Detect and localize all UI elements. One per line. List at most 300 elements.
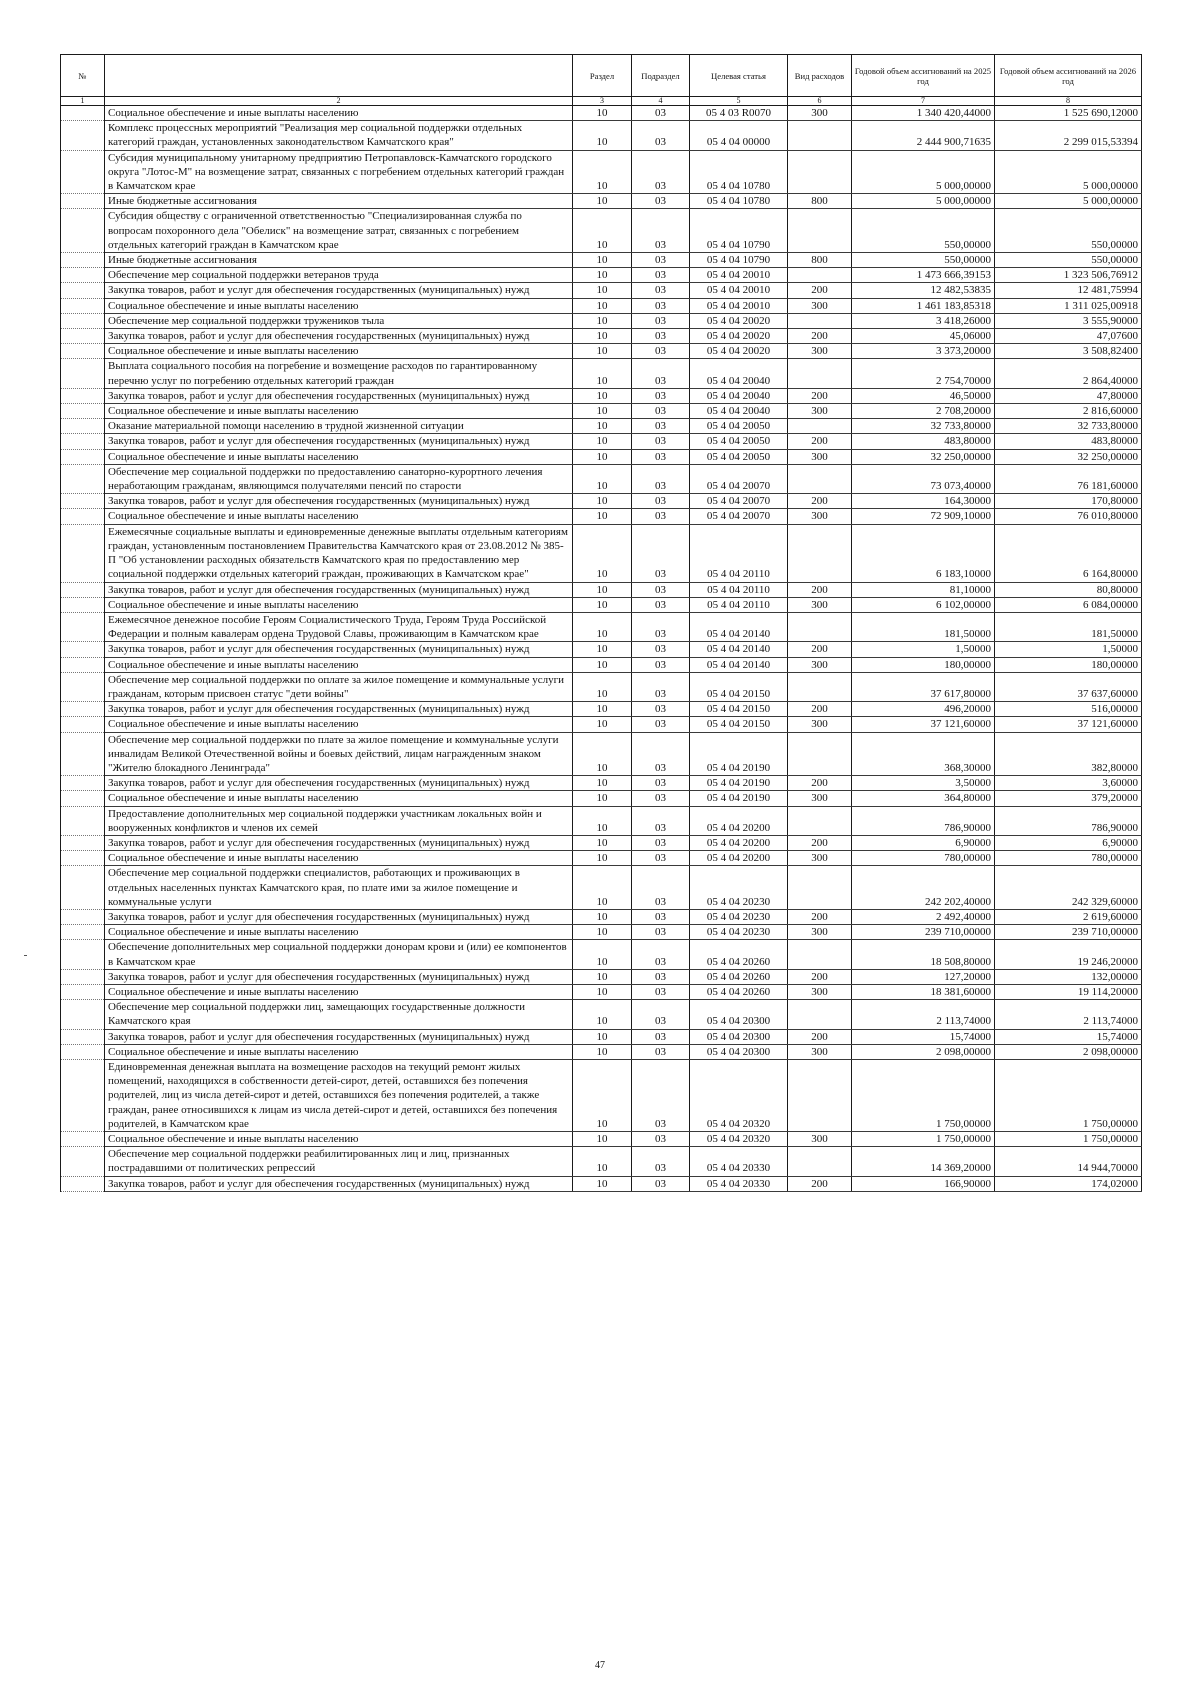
row-amount-2025: 18 381,60000 xyxy=(852,984,995,999)
table-row xyxy=(61,851,1142,866)
row-amount-2026: 5 000,00000 xyxy=(995,194,1142,209)
row-amount-2025: 786,90000 xyxy=(852,806,995,835)
table-row xyxy=(61,419,1142,434)
table-row xyxy=(61,1147,1142,1176)
row-name: Единовременная денежная выплата на возмещение расходов на текущий ремонт жилых помещений, находящихся в собственности детей-сирот, детей, оставшихся без попечения родителей, лиц из числа детей-сирот и детей, оставшихся без попечения родителей, а также граждан, ранее относившихся к лицам из числа детей-сирот и детей, оставшихся без попечения родителей, в Камчатском крае xyxy=(105,1060,573,1132)
row-amount-2025: 6 102,00000 xyxy=(852,597,995,612)
row-amount-2026: 2 619,60000 xyxy=(995,909,1142,924)
row-amount-2026: 80,80000 xyxy=(995,582,1142,597)
row-name: Иные бюджетные ассигнования xyxy=(105,194,573,209)
row-name: Социальное обеспечение и иные выплаты населению xyxy=(105,404,573,419)
row-amount-2026: 14 944,70000 xyxy=(995,1147,1142,1176)
row-expense-type: 200 xyxy=(788,388,852,403)
header-target-article: Целевая статья xyxy=(690,55,788,97)
row-name: Закупка товаров, работ и услуг для обеспечения государственных (муниципальных) нужд xyxy=(105,835,573,850)
row-target-article: 05 4 04 20200 xyxy=(690,806,788,835)
row-amount-2026: 76 010,80000 xyxy=(995,509,1142,524)
row-number-cell xyxy=(61,209,105,253)
scan-mark xyxy=(24,955,27,956)
row-amount-2025: 368,30000 xyxy=(852,732,995,776)
column-number: 7 xyxy=(852,97,995,106)
row-razdel: 10 xyxy=(573,925,632,940)
row-expense-type: 300 xyxy=(788,717,852,732)
row-expense-type: 300 xyxy=(788,791,852,806)
table-row xyxy=(61,1060,1142,1132)
row-razdel: 10 xyxy=(573,121,632,150)
row-razdel: 10 xyxy=(573,1060,632,1132)
row-name: Закупка товаров, работ и услуг для обеспечения государственных (муниципальных) нужд xyxy=(105,494,573,509)
row-podrazdel: 03 xyxy=(632,909,690,924)
row-razdel: 10 xyxy=(573,776,632,791)
row-razdel: 10 xyxy=(573,717,632,732)
row-name: Комплекс процессных мероприятий "Реализация мер социальной поддержки отдельных категорий граждан, установленных законодательством Камчатского края" xyxy=(105,121,573,150)
row-target-article: 05 4 04 20050 xyxy=(690,419,788,434)
row-number-cell xyxy=(61,1060,105,1132)
row-expense-type: 200 xyxy=(788,1176,852,1191)
row-razdel: 10 xyxy=(573,702,632,717)
row-number-cell xyxy=(61,106,105,121)
row-amount-2025: 12 482,53835 xyxy=(852,283,995,298)
row-expense-type: 200 xyxy=(788,283,852,298)
row-expense-type xyxy=(788,1000,852,1029)
table-row xyxy=(61,1000,1142,1029)
row-razdel: 10 xyxy=(573,268,632,283)
row-number-cell xyxy=(61,359,105,388)
row-name: Социальное обеспечение и иные выплаты населению xyxy=(105,106,573,121)
row-amount-2026: 180,00000 xyxy=(995,657,1142,672)
row-name: Социальное обеспечение и иные выплаты населению xyxy=(105,298,573,313)
row-amount-2025: 37 617,80000 xyxy=(852,672,995,701)
table-row xyxy=(61,1176,1142,1191)
row-name: Субсидия обществу с ограниченной ответственностью "Специализированная служба по вопросам похоронного дела "Обелиск" на возмещение затрат, связанных с погребением отдельных категорий граждан в Камчатском крае xyxy=(105,209,573,253)
row-number-cell xyxy=(61,851,105,866)
row-amount-2025: 2 444 900,71635 xyxy=(852,121,995,150)
row-podrazdel: 03 xyxy=(632,940,690,969)
row-podrazdel: 03 xyxy=(632,1132,690,1147)
row-target-article: 05 4 04 20300 xyxy=(690,1029,788,1044)
row-podrazdel: 03 xyxy=(632,702,690,717)
row-target-article: 05 4 04 20300 xyxy=(690,1044,788,1059)
row-target-article: 05 4 04 20010 xyxy=(690,298,788,313)
row-podrazdel: 03 xyxy=(632,1044,690,1059)
row-amount-2026: 19 114,20000 xyxy=(995,984,1142,999)
row-name: Обеспечение мер социальной поддержки по предоставлению санаторно-курортного лечения неработающим гражданам, являющимся получателями пенсий по старости xyxy=(105,464,573,493)
row-number-cell xyxy=(61,268,105,283)
row-name: Закупка товаров, работ и услуг для обеспечения государственных (муниципальных) нужд xyxy=(105,434,573,449)
row-name: Обеспечение дополнительных мер социальной поддержки донорам крови и (или) ее компонентов в Камчатском крае xyxy=(105,940,573,969)
row-razdel: 10 xyxy=(573,1000,632,1029)
row-razdel: 10 xyxy=(573,672,632,701)
row-target-article: 05 4 04 20150 xyxy=(690,717,788,732)
row-name: Закупка товаров, работ и услуг для обеспечения государственных (муниципальных) нужд xyxy=(105,582,573,597)
row-razdel: 10 xyxy=(573,253,632,268)
row-amount-2025: 483,80000 xyxy=(852,434,995,449)
row-razdel: 10 xyxy=(573,969,632,984)
header-name xyxy=(105,55,573,97)
row-target-article: 05 4 04 20140 xyxy=(690,612,788,641)
table-row xyxy=(61,359,1142,388)
row-amount-2025: 6,90000 xyxy=(852,835,995,850)
row-amount-2025: 73 073,40000 xyxy=(852,464,995,493)
row-expense-type: 300 xyxy=(788,1132,852,1147)
row-amount-2025: 5 000,00000 xyxy=(852,194,995,209)
row-number-cell xyxy=(61,835,105,850)
row-amount-2026: 2 098,00000 xyxy=(995,1044,1142,1059)
row-razdel: 10 xyxy=(573,851,632,866)
row-target-article: 05 4 04 20010 xyxy=(690,268,788,283)
row-razdel: 10 xyxy=(573,494,632,509)
row-amount-2025: 1 750,00000 xyxy=(852,1132,995,1147)
row-name: Выплата социального пособия на погребение и возмещение расходов по гарантированному перечню услуг по погребению отдельных категорий граждан xyxy=(105,359,573,388)
row-amount-2026: 1 750,00000 xyxy=(995,1060,1142,1132)
row-razdel: 10 xyxy=(573,298,632,313)
row-podrazdel: 03 xyxy=(632,494,690,509)
column-number-row xyxy=(61,97,1142,106)
row-expense-type: 300 xyxy=(788,106,852,121)
row-number-cell xyxy=(61,732,105,776)
row-number-cell xyxy=(61,253,105,268)
table-row xyxy=(61,969,1142,984)
row-amount-2026: 483,80000 xyxy=(995,434,1142,449)
row-amount-2025: 81,10000 xyxy=(852,582,995,597)
row-name: Социальное обеспечение и иные выплаты населению xyxy=(105,717,573,732)
table-row xyxy=(61,984,1142,999)
row-expense-type: 200 xyxy=(788,1029,852,1044)
row-razdel: 10 xyxy=(573,984,632,999)
row-podrazdel: 03 xyxy=(632,1176,690,1191)
row-name: Социальное обеспечение и иные выплаты населению xyxy=(105,509,573,524)
table-row xyxy=(61,298,1142,313)
row-amount-2026: 239 710,00000 xyxy=(995,925,1142,940)
row-name: Социальное обеспечение и иные выплаты населению xyxy=(105,344,573,359)
row-number-cell xyxy=(61,776,105,791)
row-amount-2025: 32 250,00000 xyxy=(852,449,995,464)
row-podrazdel: 03 xyxy=(632,509,690,524)
row-podrazdel: 03 xyxy=(632,298,690,313)
row-number-cell xyxy=(61,717,105,732)
row-razdel: 10 xyxy=(573,732,632,776)
row-number-cell xyxy=(61,1132,105,1147)
row-amount-2026: 47,80000 xyxy=(995,388,1142,403)
row-amount-2025: 15,74000 xyxy=(852,1029,995,1044)
row-expense-type: 200 xyxy=(788,582,852,597)
row-razdel: 10 xyxy=(573,106,632,121)
row-target-article: 05 4 04 20230 xyxy=(690,909,788,924)
table-row xyxy=(61,344,1142,359)
header-no: № xyxy=(61,55,105,97)
table-row xyxy=(61,672,1142,701)
row-expense-type xyxy=(788,268,852,283)
row-razdel: 10 xyxy=(573,434,632,449)
row-expense-type: 300 xyxy=(788,509,852,524)
table-row xyxy=(61,776,1142,791)
row-razdel: 10 xyxy=(573,1176,632,1191)
row-target-article: 05 4 04 20020 xyxy=(690,329,788,344)
row-name: Оказание материальной помощи населению в трудной жизненной ситуации xyxy=(105,419,573,434)
row-number-cell xyxy=(61,866,105,910)
row-razdel: 10 xyxy=(573,509,632,524)
table-row xyxy=(61,1044,1142,1059)
row-number-cell xyxy=(61,344,105,359)
table-row xyxy=(61,209,1142,253)
row-expense-type xyxy=(788,1060,852,1132)
row-amount-2025: 127,20000 xyxy=(852,969,995,984)
row-name: Социальное обеспечение и иные выплаты населению xyxy=(105,657,573,672)
row-razdel: 10 xyxy=(573,464,632,493)
row-number-cell xyxy=(61,509,105,524)
row-name: Закупка товаров, работ и услуг для обеспечения государственных (муниципальных) нужд xyxy=(105,909,573,924)
row-name: Закупка товаров, работ и услуг для обеспечения государственных (муниципальных) нужд xyxy=(105,969,573,984)
row-expense-type xyxy=(788,940,852,969)
row-podrazdel: 03 xyxy=(632,313,690,328)
row-amount-2026: 32 250,00000 xyxy=(995,449,1142,464)
row-razdel: 10 xyxy=(573,1044,632,1059)
row-podrazdel: 03 xyxy=(632,253,690,268)
row-amount-2025: 2 708,20000 xyxy=(852,404,995,419)
row-amount-2025: 164,30000 xyxy=(852,494,995,509)
row-name: Ежемесячные социальные выплаты и единовременные денежные выплаты отдельным категориям граждан, установленным постановлением Правительства Камчатского края от 23.08.2012 № 385-П "Об установлении расходных обязательств Камчатского края по предоставлению мер социальной поддержки отдельных категорий граждан, проживающих в Камчатском крае" xyxy=(105,524,573,582)
row-amount-2026: 1 750,00000 xyxy=(995,1132,1142,1147)
row-podrazdel: 03 xyxy=(632,106,690,121)
row-amount-2026: 12 481,75994 xyxy=(995,283,1142,298)
row-expense-type xyxy=(788,209,852,253)
row-target-article: 05 4 04 20140 xyxy=(690,657,788,672)
row-podrazdel: 03 xyxy=(632,404,690,419)
row-amount-2025: 45,06000 xyxy=(852,329,995,344)
row-amount-2025: 180,00000 xyxy=(852,657,995,672)
column-number: 2 xyxy=(105,97,573,106)
row-target-article: 05 4 04 20260 xyxy=(690,969,788,984)
row-name: Закупка товаров, работ и услуг для обеспечения государственных (муниципальных) нужд xyxy=(105,283,573,298)
row-amount-2025: 166,90000 xyxy=(852,1176,995,1191)
row-razdel: 10 xyxy=(573,359,632,388)
row-number-cell xyxy=(61,494,105,509)
row-amount-2026: 550,00000 xyxy=(995,209,1142,253)
row-amount-2026: 1 311 025,00918 xyxy=(995,298,1142,313)
row-name: Социальное обеспечение и иные выплаты населению xyxy=(105,984,573,999)
row-target-article: 05 4 04 20300 xyxy=(690,1000,788,1029)
row-expense-type xyxy=(788,612,852,641)
row-amount-2026: 1,50000 xyxy=(995,642,1142,657)
row-amount-2026: 32 733,80000 xyxy=(995,419,1142,434)
row-amount-2026: 382,80000 xyxy=(995,732,1142,776)
table-row xyxy=(61,388,1142,403)
row-name: Ежемесячное денежное пособие Героям Социалистического Труда, Героям Труда Российской Федерации и полным кавалерам ордена Трудовой Славы, проживающим в Камчатском крае xyxy=(105,612,573,641)
column-number: 1 xyxy=(61,97,105,106)
header-year-2025: Годовой объем ассигнований на 2025 год xyxy=(852,55,995,97)
row-podrazdel: 03 xyxy=(632,1000,690,1029)
row-amount-2026: 5 000,00000 xyxy=(995,150,1142,194)
row-amount-2025: 1 473 666,39153 xyxy=(852,268,995,283)
row-razdel: 10 xyxy=(573,657,632,672)
row-target-article: 05 4 04 20110 xyxy=(690,597,788,612)
row-number-cell xyxy=(61,150,105,194)
row-target-article: 05 4 04 20150 xyxy=(690,702,788,717)
row-amount-2025: 3 373,20000 xyxy=(852,344,995,359)
row-expense-type: 200 xyxy=(788,434,852,449)
row-target-article: 05 4 04 10790 xyxy=(690,209,788,253)
row-podrazdel: 03 xyxy=(632,344,690,359)
row-target-article: 05 4 04 20070 xyxy=(690,509,788,524)
row-razdel: 10 xyxy=(573,940,632,969)
row-podrazdel: 03 xyxy=(632,791,690,806)
row-target-article: 05 4 04 20260 xyxy=(690,984,788,999)
budget-sheet xyxy=(60,54,1141,1192)
row-expense-type: 300 xyxy=(788,851,852,866)
row-name: Предоставление дополнительных мер социальной поддержки участникам локальных войн и вооруженных конфликтов и членов их семей xyxy=(105,806,573,835)
row-number-cell xyxy=(61,612,105,641)
row-amount-2026: 76 181,60000 xyxy=(995,464,1142,493)
row-name: Обеспечение мер социальной поддержки тружеников тыла xyxy=(105,313,573,328)
row-target-article: 05 4 04 20260 xyxy=(690,940,788,969)
row-number-cell xyxy=(61,464,105,493)
row-podrazdel: 03 xyxy=(632,359,690,388)
row-name: Социальное обеспечение и иные выплаты населению xyxy=(105,449,573,464)
row-target-article: 05 4 04 10780 xyxy=(690,194,788,209)
row-amount-2026: 19 246,20000 xyxy=(995,940,1142,969)
row-target-article: 05 4 04 20140 xyxy=(690,642,788,657)
row-podrazdel: 03 xyxy=(632,1060,690,1132)
row-amount-2025: 780,00000 xyxy=(852,851,995,866)
row-target-article: 05 4 04 20320 xyxy=(690,1060,788,1132)
table-row xyxy=(61,582,1142,597)
row-razdel: 10 xyxy=(573,313,632,328)
row-name: Иные бюджетные ассигнования xyxy=(105,253,573,268)
row-amount-2025: 239 710,00000 xyxy=(852,925,995,940)
row-amount-2026: 37 637,60000 xyxy=(995,672,1142,701)
row-target-article: 05 4 04 20040 xyxy=(690,388,788,403)
row-razdel: 10 xyxy=(573,866,632,910)
row-number-cell xyxy=(61,657,105,672)
row-expense-type: 200 xyxy=(788,835,852,850)
row-amount-2026: 786,90000 xyxy=(995,806,1142,835)
row-number-cell xyxy=(61,925,105,940)
row-podrazdel: 03 xyxy=(632,388,690,403)
row-name: Обеспечение мер социальной поддержки ветеранов труда xyxy=(105,268,573,283)
row-number-cell xyxy=(61,194,105,209)
row-podrazdel: 03 xyxy=(632,283,690,298)
table-row xyxy=(61,657,1142,672)
row-podrazdel: 03 xyxy=(632,835,690,850)
row-podrazdel: 03 xyxy=(632,194,690,209)
row-amount-2025: 550,00000 xyxy=(852,209,995,253)
row-name: Социальное обеспечение и иные выплаты населению xyxy=(105,1044,573,1059)
row-number-cell xyxy=(61,791,105,806)
row-amount-2025: 181,50000 xyxy=(852,612,995,641)
column-number: 5 xyxy=(690,97,788,106)
table-row xyxy=(61,524,1142,582)
row-expense-type xyxy=(788,150,852,194)
row-amount-2026: 37 121,60000 xyxy=(995,717,1142,732)
row-number-cell xyxy=(61,969,105,984)
row-number-cell xyxy=(61,313,105,328)
column-number: 6 xyxy=(788,97,852,106)
row-expense-type: 200 xyxy=(788,642,852,657)
row-razdel: 10 xyxy=(573,209,632,253)
row-name: Субсидия муниципальному унитарному предприятию Петропавловск-Камчатского городского округа "Лотос-М" на возмещение затрат, связанных с погребением отдельных категорий граждан в Камчатском крае xyxy=(105,150,573,194)
row-target-article: 05 4 04 20320 xyxy=(690,1132,788,1147)
row-podrazdel: 03 xyxy=(632,732,690,776)
row-podrazdel: 03 xyxy=(632,597,690,612)
row-number-cell xyxy=(61,1029,105,1044)
row-name: Закупка товаров, работ и услуг для обеспечения государственных (муниципальных) нужд xyxy=(105,642,573,657)
row-razdel: 10 xyxy=(573,835,632,850)
row-number-cell xyxy=(61,806,105,835)
table-row xyxy=(61,313,1142,328)
table-row xyxy=(61,909,1142,924)
row-number-cell xyxy=(61,597,105,612)
row-target-article: 05 4 04 20200 xyxy=(690,835,788,850)
row-target-article: 05 4 04 20330 xyxy=(690,1176,788,1191)
row-podrazdel: 03 xyxy=(632,434,690,449)
row-expense-type xyxy=(788,672,852,701)
table-row xyxy=(61,642,1142,657)
row-amount-2025: 72 909,10000 xyxy=(852,509,995,524)
row-amount-2026: 516,00000 xyxy=(995,702,1142,717)
row-target-article: 05 4 04 20230 xyxy=(690,866,788,910)
row-razdel: 10 xyxy=(573,1132,632,1147)
row-number-cell xyxy=(61,524,105,582)
table-row xyxy=(61,732,1142,776)
row-amount-2026: 15,74000 xyxy=(995,1029,1142,1044)
row-number-cell xyxy=(61,984,105,999)
row-expense-type: 200 xyxy=(788,969,852,984)
row-podrazdel: 03 xyxy=(632,209,690,253)
row-name: Закупка товаров, работ и услуг для обеспечения государственных (муниципальных) нужд xyxy=(105,388,573,403)
row-target-article: 05 4 04 20020 xyxy=(690,344,788,359)
row-expense-type: 800 xyxy=(788,194,852,209)
row-razdel: 10 xyxy=(573,194,632,209)
row-amount-2025: 242 202,40000 xyxy=(852,866,995,910)
row-expense-type xyxy=(788,464,852,493)
row-amount-2026: 3 555,90000 xyxy=(995,313,1142,328)
table-row xyxy=(61,806,1142,835)
row-target-article: 05 4 04 00000 xyxy=(690,121,788,150)
row-amount-2026: 6 164,80000 xyxy=(995,524,1142,582)
row-expense-type: 300 xyxy=(788,344,852,359)
row-expense-type xyxy=(788,524,852,582)
table-row xyxy=(61,717,1142,732)
row-expense-type: 300 xyxy=(788,597,852,612)
row-target-article: 05 4 04 20330 xyxy=(690,1147,788,1176)
row-name: Закупка товаров, работ и услуг для обеспечения государственных (муниципальных) нужд xyxy=(105,1176,573,1191)
table-row xyxy=(61,253,1142,268)
row-expense-type: 300 xyxy=(788,925,852,940)
row-podrazdel: 03 xyxy=(632,806,690,835)
row-podrazdel: 03 xyxy=(632,612,690,641)
row-number-cell xyxy=(61,388,105,403)
row-expense-type xyxy=(788,359,852,388)
row-target-article: 05 4 04 20010 xyxy=(690,283,788,298)
row-amount-2026: 2 113,74000 xyxy=(995,1000,1142,1029)
row-amount-2026: 170,80000 xyxy=(995,494,1142,509)
row-name: Обеспечение мер социальной поддержки по плате за жилое помещение и коммунальные услуги инвалидам Великой Отечественной войны и боевых действий, лицам награжденным знаком "Жителю блокадного Ленинграда" xyxy=(105,732,573,776)
row-podrazdel: 03 xyxy=(632,150,690,194)
row-target-article: 05 4 04 20190 xyxy=(690,732,788,776)
row-razdel: 10 xyxy=(573,1147,632,1176)
row-name: Социальное обеспечение и иные выплаты населению xyxy=(105,851,573,866)
budget-table xyxy=(60,54,1142,1192)
row-razdel: 10 xyxy=(573,344,632,359)
table-row xyxy=(61,702,1142,717)
header-row xyxy=(61,55,1142,97)
table-row xyxy=(61,1029,1142,1044)
row-number-cell xyxy=(61,642,105,657)
row-amount-2026: 2 299 015,53394 xyxy=(995,121,1142,150)
row-name: Закупка товаров, работ и услуг для обеспечения государственных (муниципальных) нужд xyxy=(105,702,573,717)
table-body xyxy=(61,106,1142,1192)
header-expense-type: Вид расходов xyxy=(788,55,852,97)
